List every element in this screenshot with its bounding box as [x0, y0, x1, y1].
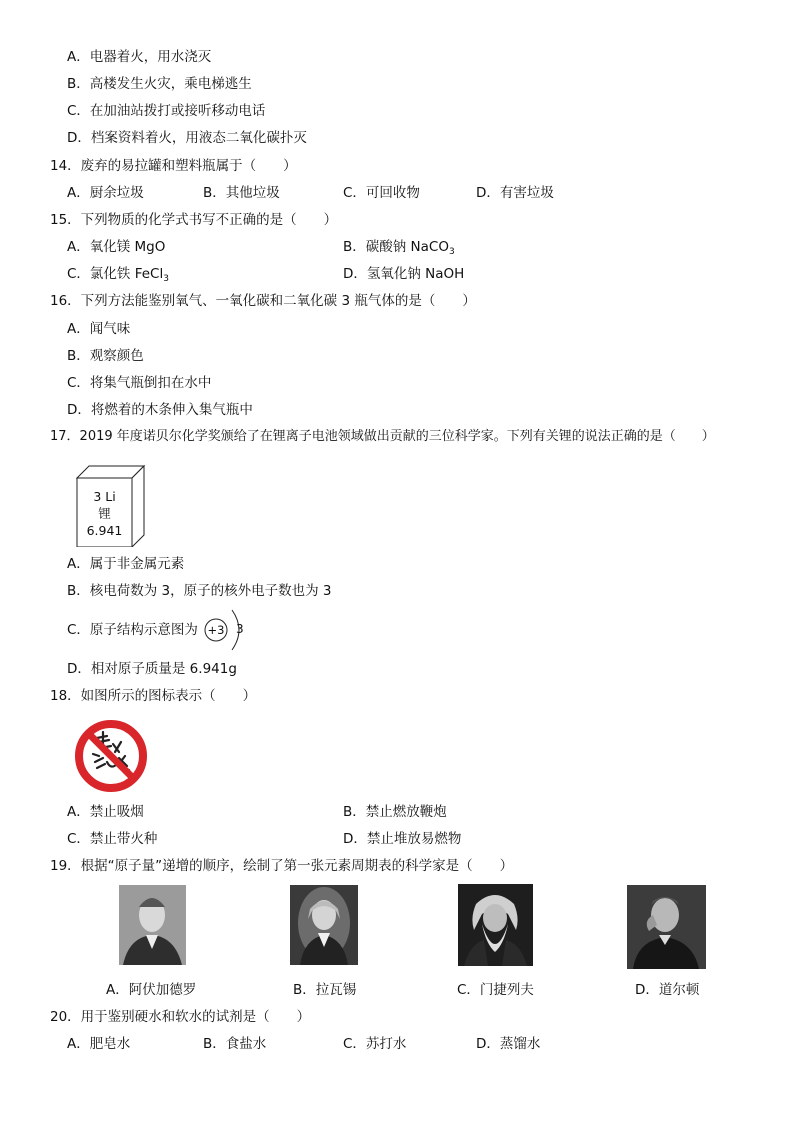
q20-option-b: B．食盐水 [203, 1036, 267, 1052]
q19-stem: 19．根据“原子量”递增的顺序，绘制了第一张元素周期表的科学家是（ ） [50, 858, 514, 874]
q13-option-a: A．电器着火，用水浇灭 [67, 49, 212, 65]
portrait-avogadro [119, 885, 186, 965]
atom-structure-diagram [202, 606, 252, 652]
q18-option-a: A．禁止吸烟 [67, 804, 144, 820]
q13-option-b: B．高楼发生火灾，乘电梯逃生 [67, 76, 252, 92]
scientist-portrait-icon [290, 885, 358, 965]
q18-option-c: C．禁止带火种 [67, 831, 158, 847]
q17-option-d: D．相对原子质量是 6.941g [67, 661, 237, 677]
q19-option-b: B．拉瓦锡 [293, 982, 357, 998]
q14-option-a: A．厨余垃圾 [67, 185, 144, 201]
q13-option-d: D．档案资料着火，用液态二氧化碳扑灭 [67, 130, 307, 146]
prohibition-sign-icon [73, 718, 149, 794]
q16-stem: 16．下列方法能鉴别氧气、一氧化碳和二氧化碳 3 瓶气体的是（ ） [50, 293, 476, 309]
q18-option-d: D．禁止堆放易燃物 [343, 831, 462, 847]
scientist-portrait-icon [458, 884, 533, 966]
q13-option-c: C．在加油站拨打或接听移动电话 [67, 103, 266, 119]
q16-option-a: A．闻气味 [67, 321, 131, 337]
q20-option-a: A．肥皂水 [67, 1036, 131, 1052]
q20-option-d: D．蒸馏水 [476, 1036, 541, 1052]
q14-stem: 14．废弃的易拉罐和塑料瓶属于（ ） [50, 158, 297, 174]
q17-option-a: A．属于非金属元素 [67, 556, 185, 572]
q16-option-c: C．将集气瓶倒扣在水中 [67, 375, 212, 391]
q14-option-d: D．有害垃圾 [476, 185, 554, 201]
q14-option-c: C．可回收物 [343, 185, 420, 201]
portrait-dalton [627, 885, 706, 969]
q17-stem: 17．2019 年度诺贝尔化学奖颁给了在锂离子电池领域做出贡献的三位科学家。下列有关锂的说法正确的是（ ） [50, 429, 715, 444]
q20-option-c: C．苏打水 [343, 1036, 407, 1052]
q14-option-b: B．其他垃圾 [203, 185, 280, 201]
q15-option-c: C．氯化铁 FeCl$_3$ [67, 266, 169, 284]
element-name: 锂 [98, 506, 111, 521]
atom-shell-electrons: 3 [236, 622, 244, 636]
element-number-symbol: 3 Li [93, 489, 116, 504]
portrait-lavoisier [290, 885, 358, 965]
q15-stem: 15．下列物质的化学式书写不正确的是（ ） [50, 212, 338, 228]
element-mass: 6.941 [86, 523, 123, 538]
atom-nucleus-label: +3 [207, 623, 225, 637]
portrait-mendeleev [458, 884, 533, 966]
lithium-element-card [75, 464, 146, 547]
q17-option-c: C．原子结构示意图为 [67, 622, 198, 638]
q19-option-a: A．阿伏加德罗 [106, 982, 197, 998]
q18-stem: 18．如图所示的图标表示（ ） [50, 688, 257, 704]
q15-option-b: B．碳酸钠 NaCO$_3$ [343, 239, 455, 257]
scientist-portrait-icon [119, 885, 186, 965]
q19-option-c: C．门捷列夫 [457, 982, 534, 998]
q15-option-a: A．氧化镁 MgO [67, 239, 166, 255]
q18-option-b: B．禁止燃放鞭炮 [343, 804, 447, 820]
q20-stem: 20．用于鉴别硬水和软水的试剂是（ ） [50, 1009, 311, 1025]
q19-option-d: D．道尔顿 [635, 982, 700, 998]
q16-option-b: B．观察颜色 [67, 348, 144, 364]
q16-option-d: D．将燃着的木条伸入集气瓶中 [67, 402, 253, 418]
q15-option-d: D．氢氧化钠 NaOH [343, 266, 465, 282]
no-firecrackers-sign [73, 718, 149, 794]
q17-option-b: B．核电荷数为 3，原子的核外电子数也为 3 [67, 583, 332, 599]
scientist-portrait-icon [627, 885, 706, 969]
